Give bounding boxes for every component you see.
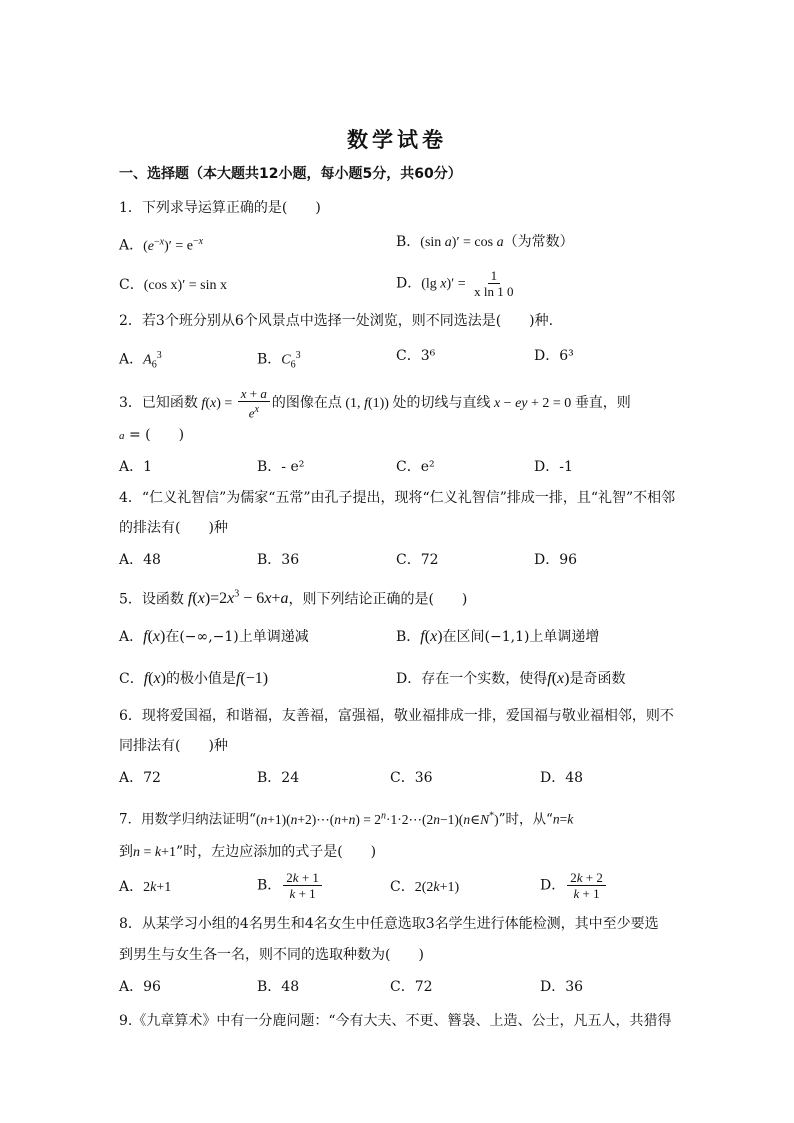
q1-option-b: B．(sin a)′ = cos a（为常数） — [396, 234, 574, 250]
question-8-stem: 8．从某学习小组的4名男生和4名女生中任意选取3名学生进行体能检测，其中至少要选 — [119, 916, 659, 932]
q5-option-b: B．f(x)在区间(−1,1)上单调递增 — [396, 628, 600, 645]
q6-option-c: C．36 — [390, 770, 433, 786]
q4-option-a: A．48 — [119, 552, 161, 568]
q7-option-d: D． $\frac{2k + 2}{k + 1}$ — [540, 870, 608, 901]
question-9-stem: 9.《九章算术》中有一分鹿问题：“今有大夫、不更、簪袅、上造、公士，凡五人，共猎得 — [119, 1013, 672, 1029]
q1-option-a: A．$(e^{-x})' = e^{-x}$ — [119, 236, 204, 254]
q7-option-a: A．2k+1 — [119, 879, 172, 895]
q7-option-c: C．2(2k+1) — [390, 879, 460, 895]
q4-option-d: D．96 — [534, 552, 578, 568]
question-8-stem-2: 到男生与女生各一名，则不同的选取种数为( ) — [119, 947, 424, 963]
q2-option-d: D．6³ — [534, 348, 574, 364]
question-6-stem: 6．现将爱国福，和谐福，友善福，富强福，敬业福排成一排，爱国福与敬业福相邻，则不 — [119, 708, 674, 724]
question-7-stem-2: 到n = k+1”时，左边应添加的式子是( ) — [119, 844, 377, 860]
q4-option-c: C．72 — [396, 552, 439, 568]
q5-option-d: D．存在一个实数，使得f(x)是奇函数 — [396, 670, 626, 687]
q6-option-b: B．24 — [257, 770, 300, 786]
q8-option-c: C．72 — [390, 979, 433, 995]
question-4-stem: 4．“仁义礼智信”为儒家“五常”由孔子提出，现将“仁义礼智信”排成一排，且“礼智”不相邻 — [119, 490, 676, 506]
q2-option-a: A．$A_6^3$ — [119, 350, 162, 371]
q3-option-c: C．e² — [396, 459, 435, 475]
q8-option-b: B．48 — [257, 979, 300, 995]
q2-option-b: B．$C_6^3$ — [257, 350, 301, 371]
q3-option-a: A．1 — [119, 459, 153, 475]
section-heading: 一、选择题（本大题共12小题，每小题5分，共60分） — [119, 166, 462, 182]
question-6-stem-2: 同排法有( )种 — [119, 738, 228, 754]
q6-option-a: A．72 — [119, 770, 161, 786]
q2-option-c: C．3⁶ — [396, 348, 436, 364]
q1-option-c: C．(cos x)′ = sin x — [119, 277, 228, 293]
q3-option-d: D．-1 — [534, 459, 573, 475]
question-2-stem: 2．若3个班分别从6个风景点中选择一处浏览，则不同选法是( )种. — [119, 313, 554, 329]
q7-option-b: B． $\frac{2k + 1}{k + 1}$ — [257, 870, 324, 901]
question-5-stem: 5．设函数 $f(x)=2x^3 - 6x+a$，则下列结论正确的是( ) — [119, 589, 468, 608]
q3-option-b: B．- e² — [257, 459, 305, 475]
q6-option-d: D．48 — [540, 770, 584, 786]
question-1-stem: 1．下列求导运算正确的是( ) — [119, 200, 321, 216]
q8-option-a: A．96 — [119, 979, 161, 995]
question-4-stem-2: 的排法有( )种 — [119, 520, 228, 536]
q5-option-c: C．f(x)的极小值是f(−1) — [119, 670, 269, 687]
q4-option-b: B．36 — [257, 552, 300, 568]
question-3-stem: 3．已知函数 f(x) = $\frac{x + a}{e^x}$ 的图像在点 (1, f(1)) 处的切线与直线 x − ey + 2 = 0 垂直，则 — [119, 386, 631, 421]
q1-option-d: D．(lg x)′ = $\frac{1}{\text{x ln 1 0}}$ — [396, 268, 514, 299]
page-title: 数学试卷 — [347, 127, 447, 152]
q5-option-a: A．f(x)在(−∞,−1)上单调递减 — [119, 628, 309, 645]
question-3-stem-2: a = ( ) — [119, 427, 185, 443]
question-7-stem: 7．用数学归纳法证明“(n+1)(n+2)⋯(n+n) = $2^n\cdot 1\cdot 2\cdots(2n-1)(n\in N^*)$”时，从“n=k — [119, 810, 574, 828]
q8-option-d: D．36 — [540, 979, 584, 995]
